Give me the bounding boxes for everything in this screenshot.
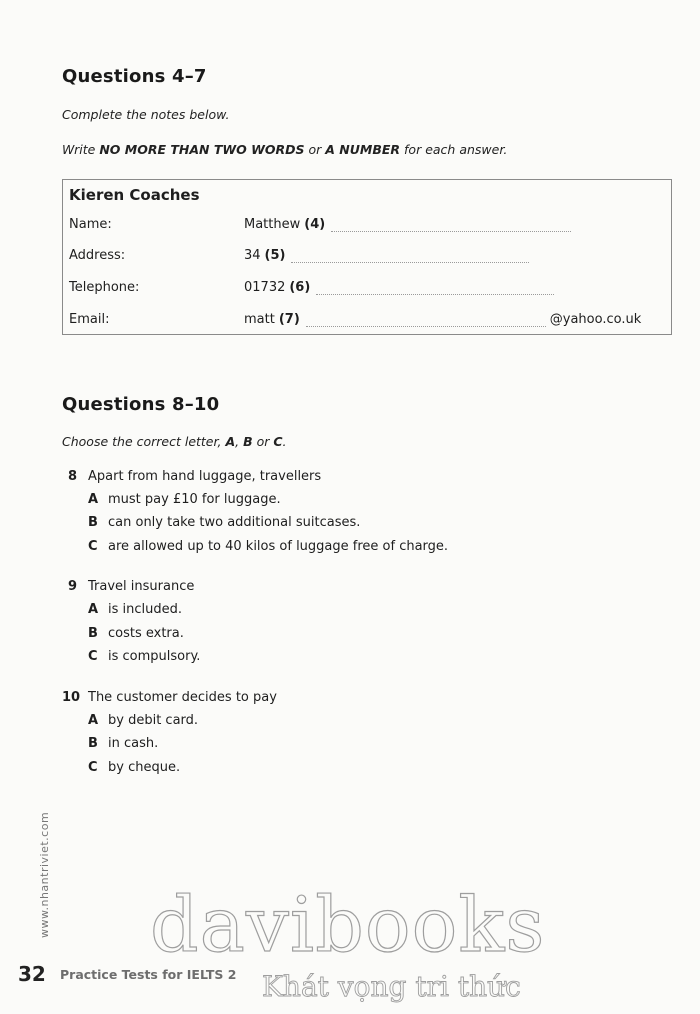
notes-row-address [63,248,673,268]
notes-value [244,217,571,232]
instruction-text: Write [62,142,100,157]
option-text: is compulsory. [108,649,201,664]
question-9 [68,579,194,594]
instruction-text: or [304,142,326,157]
section-heading-questions-4-7: Questions 4–7 [62,66,207,87]
notes-row-name [63,217,673,237]
notes-label: Email: [69,312,110,327]
notes-value [244,280,554,295]
question-stem: Apart from hand luggage, travellers [88,469,322,484]
instruction-letter: C [273,434,283,449]
page-number: 32 [18,962,46,986]
option-letter: B [88,515,98,530]
instruction-word-limit [62,142,507,157]
notes-value [244,312,641,327]
notes-label: Address: [69,248,126,263]
question-9-option-c[interactable] [88,649,200,664]
notes-value-text: Matthew [244,217,301,232]
question-number: 10 [62,690,81,705]
question-8-option-b[interactable] [88,515,360,530]
option-letter: A [88,713,99,728]
instruction-text: for each answer. [400,142,508,157]
instruction-emphasis: A NUMBER [325,142,401,157]
instruction-text: or [252,434,274,449]
option-letter: C [88,539,98,554]
option-text: by debit card. [108,713,199,728]
answer-blank-7[interactable] [306,314,546,327]
question-8-option-c[interactable] [88,539,448,554]
notes-label: Telephone: [69,280,140,295]
watermark-logo: davibooks [150,880,546,969]
answer-blank-4[interactable] [331,219,571,232]
notes-label: Name: [69,217,112,232]
running-title: Practice Tests for IELTS 2 [60,967,237,982]
notes-row-telephone [63,280,673,300]
question-stem: The customer decides to pay [88,690,277,705]
question-10-option-b[interactable] [88,736,158,751]
question-number: 8 [68,469,78,484]
side-url: www.nhantriviet.com [38,811,51,938]
email-domain: @yahoo.co.uk [549,312,642,327]
instruction-text: . [282,434,287,449]
notes-box [62,179,672,335]
notes-value-text: matt [244,312,275,327]
question-10 [62,690,277,705]
question-10-option-a[interactable] [88,713,198,728]
instruction-text: , [235,434,244,449]
question-number-4: (4) [304,217,326,232]
option-letter: A [88,492,99,507]
instruction-emphasis: NO MORE THAN TWO WORDS [99,142,305,157]
notes-value-text: 34 [244,248,261,263]
question-number-7: (7) [278,312,300,327]
instruction-complete-notes: Complete the notes below. [62,107,230,122]
option-text: must pay £10 for luggage. [108,492,281,507]
option-letter: C [88,760,98,775]
notes-value-text: 01732 [244,280,286,295]
question-number-5: (5) [264,248,286,263]
notes-title: Kieren Coaches [69,186,200,204]
question-number: 9 [68,579,78,594]
option-letter: C [88,649,98,664]
instruction-text: Choose the correct letter, [62,434,226,449]
instruction-letter: A [225,434,236,449]
question-number-6: (6) [289,280,311,295]
notes-value [244,248,529,263]
instruction-letter: B [243,434,253,449]
option-letter: A [88,602,99,617]
option-text: costs extra. [108,626,184,641]
option-letter: B [88,736,98,751]
answer-blank-6[interactable] [316,282,554,295]
question-9-option-b[interactable] [88,626,184,641]
question-stem: Travel insurance [88,579,195,594]
option-text: is included. [108,602,183,617]
option-text: by cheque. [108,760,181,775]
answer-blank-5[interactable] [291,250,529,263]
option-text: in cash. [108,736,159,751]
option-text: are allowed up to 40 kilos of luggage free of charge. [108,539,449,554]
question-8 [68,469,321,484]
instruction-choose-letter [62,434,287,449]
watermark-tagline: Khát vọng tri thức [262,970,521,1003]
option-letter: B [88,626,98,641]
section-heading-questions-8-10: Questions 8–10 [62,394,220,415]
question-10-option-c[interactable] [88,760,180,775]
question-8-option-a[interactable] [88,492,281,507]
option-text: can only take two additional suitcases. [108,515,361,530]
question-9-option-a[interactable] [88,602,182,617]
notes-row-email [63,312,673,332]
